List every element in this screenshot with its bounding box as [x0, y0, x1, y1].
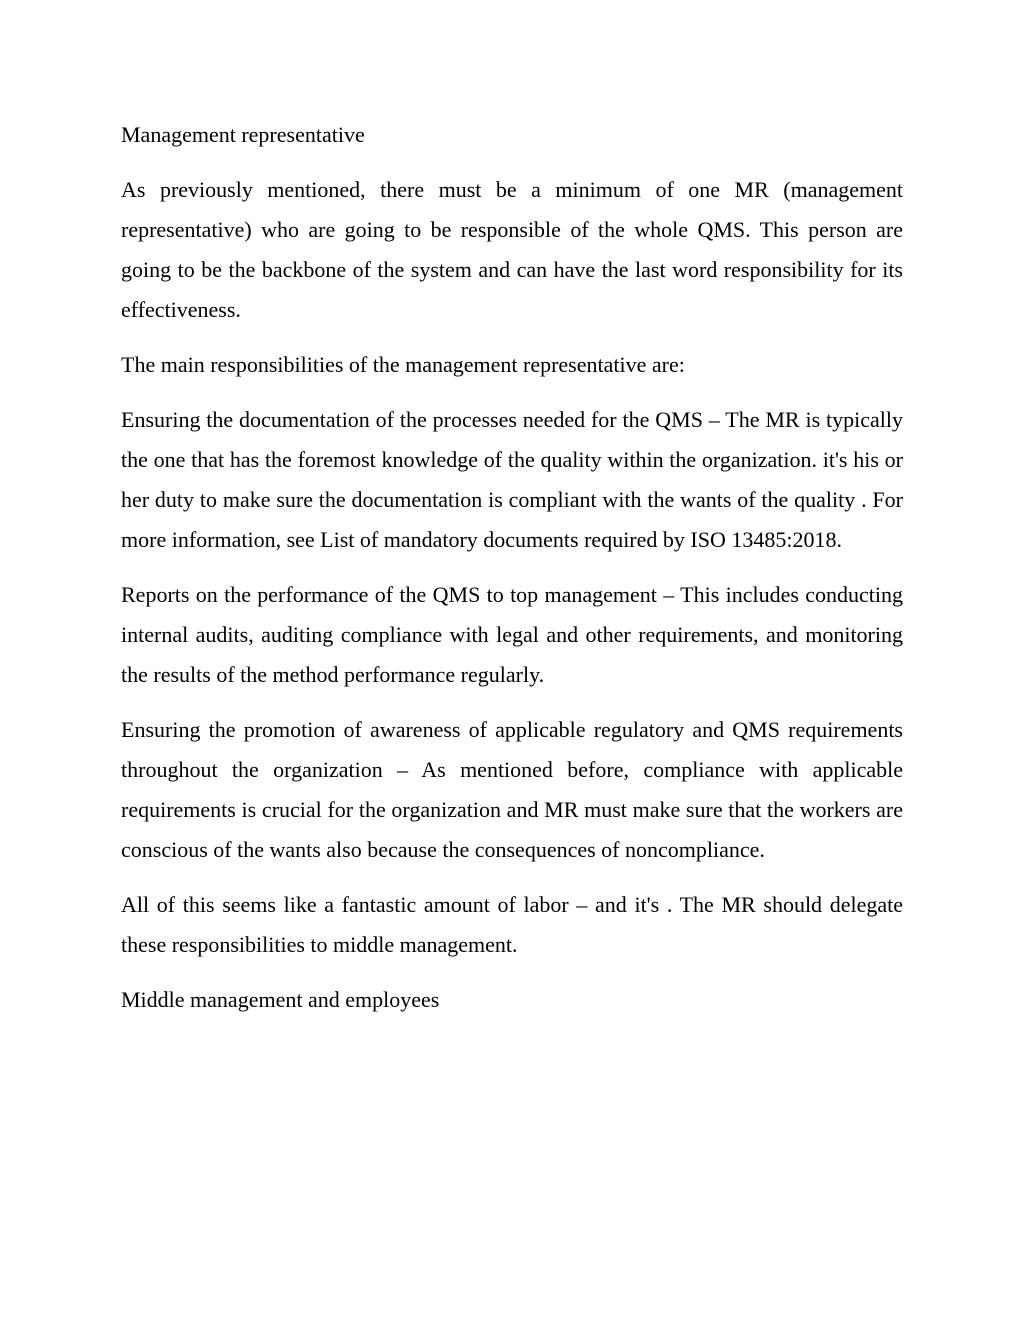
section-heading-middle-management: Middle management and employees — [121, 987, 440, 1012]
paragraph-intro: As previously mentioned, there must be a minimum of one MR (management representative) who are going to be responsible of the whole QMS. This person are going to be the backbone of the system and can have the last word responsibility for its effectiveness. — [121, 177, 903, 322]
section-heading: Management representative — [121, 122, 365, 147]
paragraph-awareness: Ensuring the promotion of awareness of applicable regulatory and QMS requirements throughout the organization – As mentioned before, compliance with applicable requirements is crucial for the organization and MR must make sure that the workers are conscious of the wants also because the consequences of noncompliance. — [121, 717, 903, 862]
paragraph-reports: Reports on the performance of the QMS to top management – This includes conducting internal audits, auditing compliance with legal and other requirements, and monitoring the results of the method performance regularly. — [121, 582, 903, 687]
paragraph-responsibilities-lead: The main responsibilities of the management representative are: — [121, 352, 685, 377]
paragraph-documentation: Ensuring the documentation of the processes needed for the QMS – The MR is typically the one that has the foremost knowledge of the quality within the organization. it's his or her duty to make sure the documentation is compliant with the wants of the quality . For more information, see List of mandatory documents required by ISO 13485:2018. — [121, 407, 903, 552]
paragraph-delegate: All of this seems like a fantastic amount of labor – and it's . The MR should delegate these responsibilities to middle management. — [121, 892, 903, 957]
